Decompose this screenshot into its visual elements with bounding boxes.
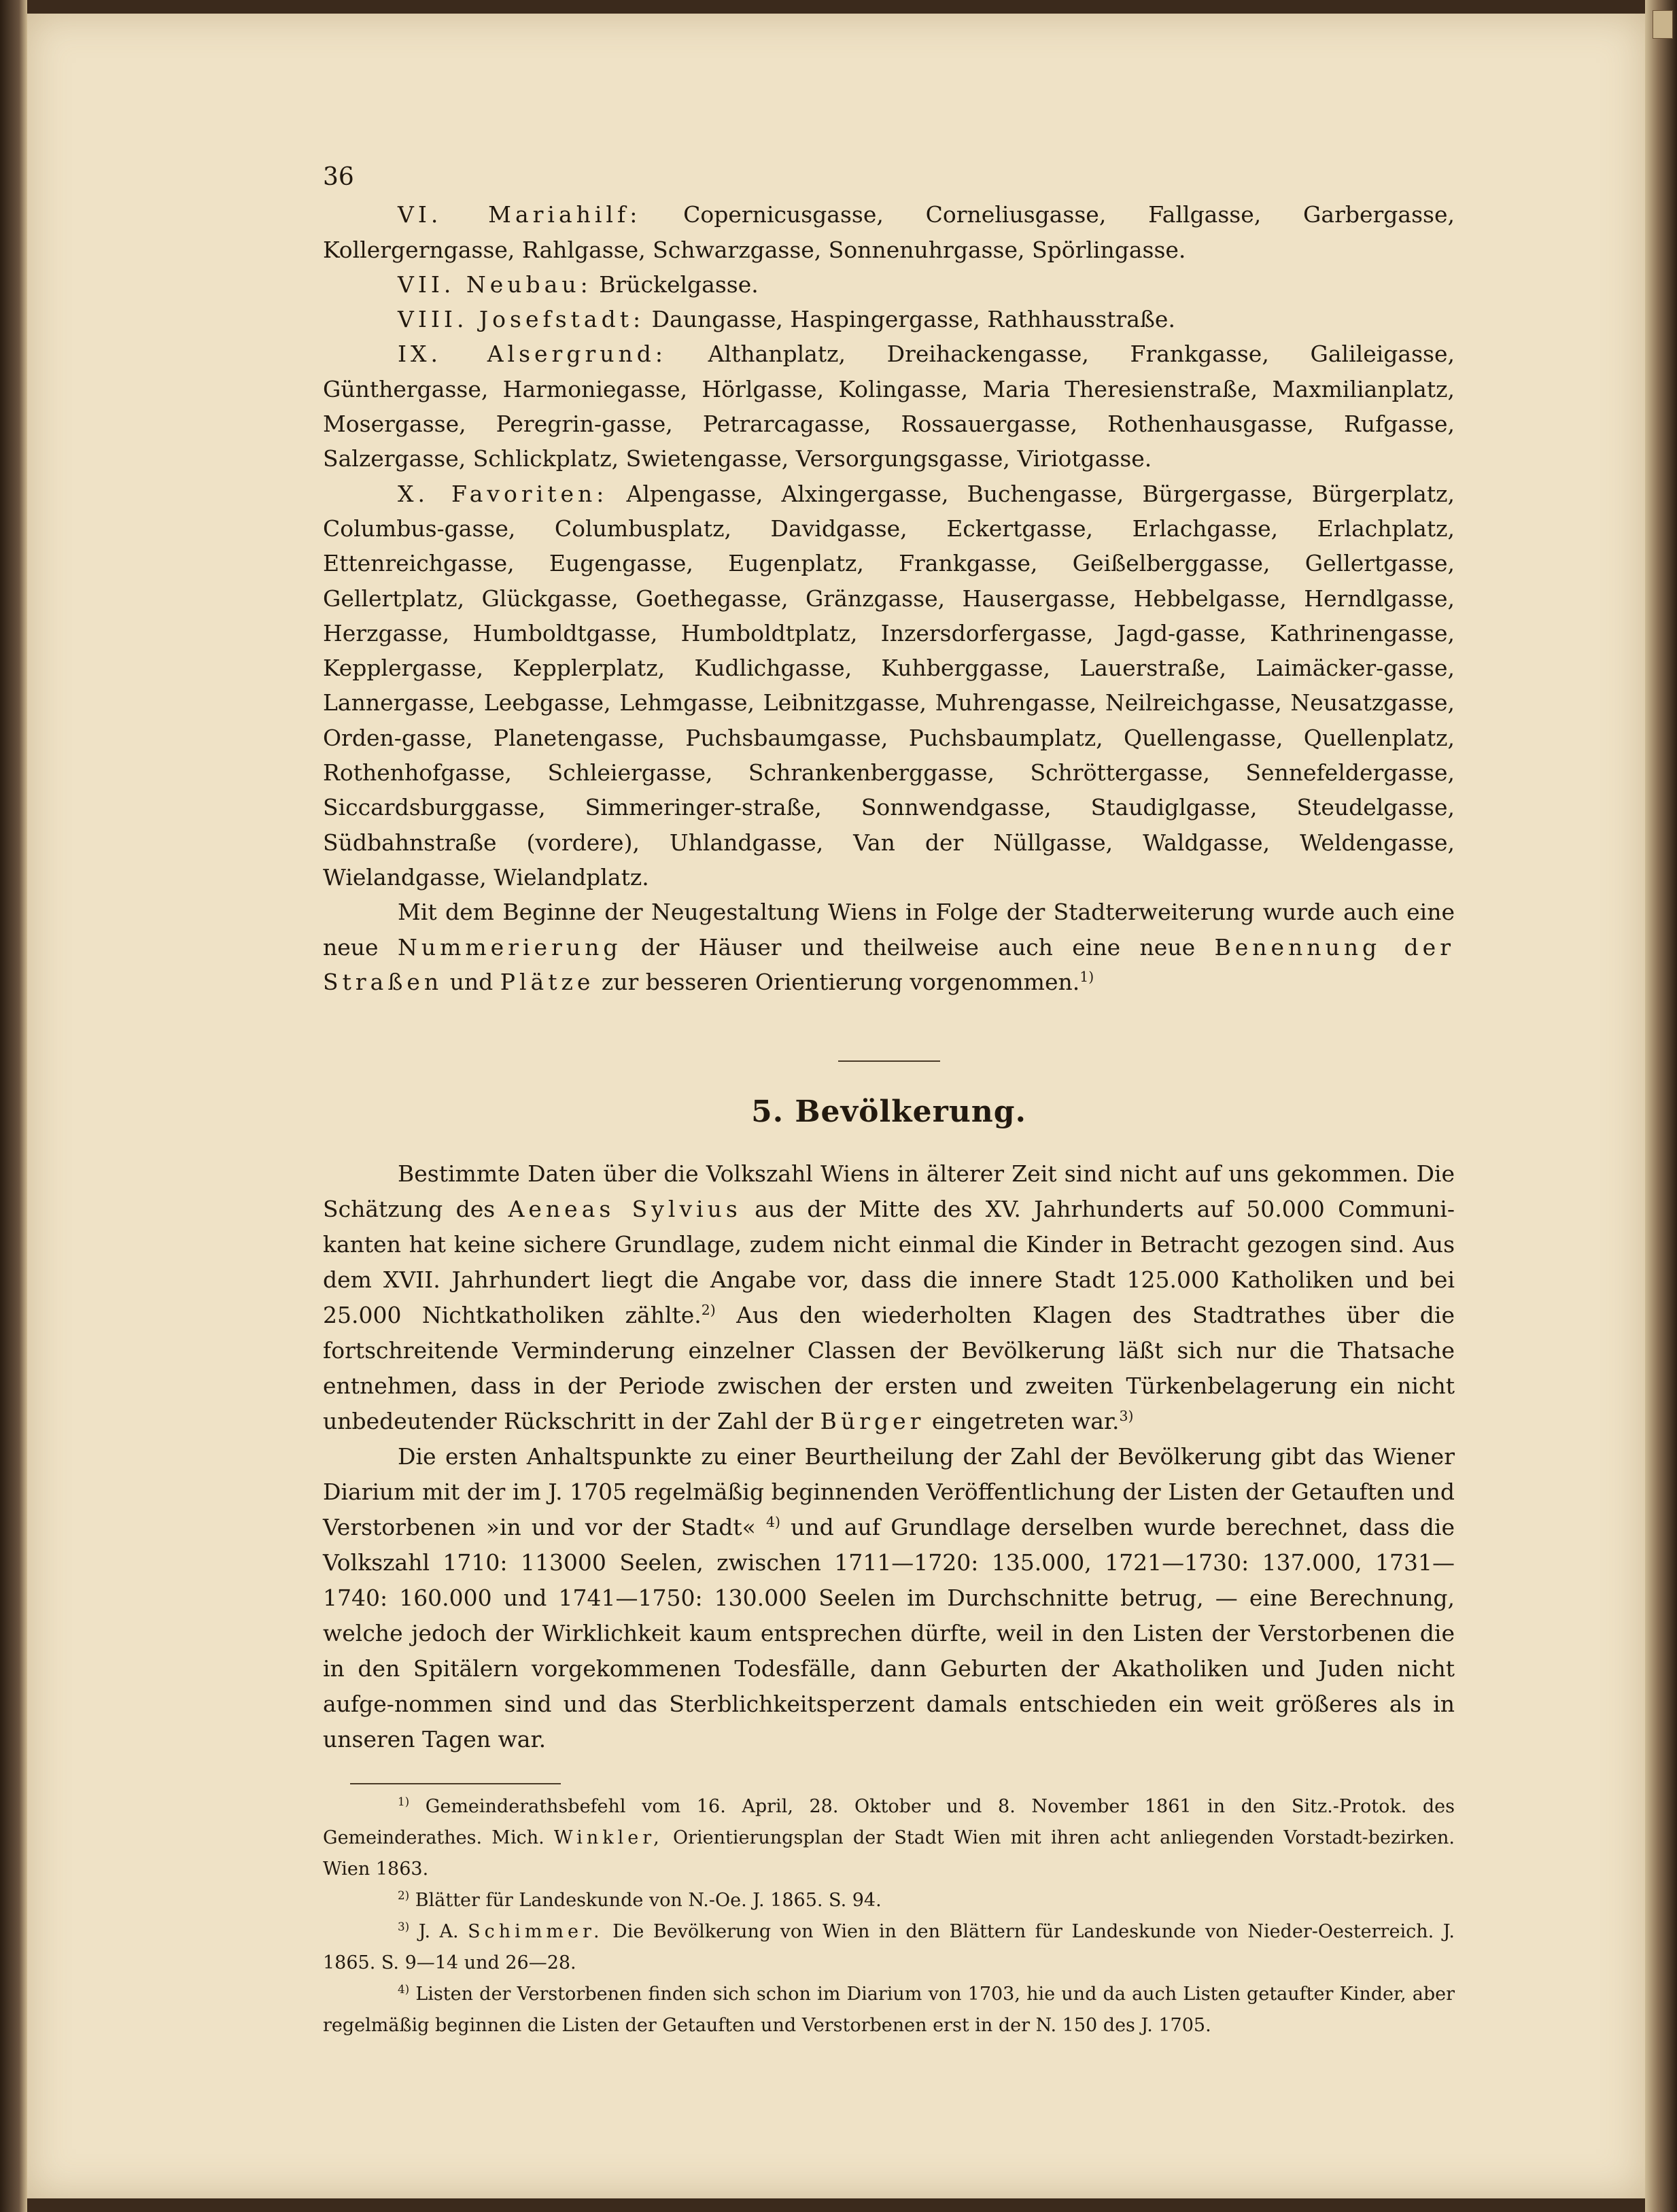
footnote: [323, 1916, 1455, 1979]
corner-tab: [1653, 10, 1673, 39]
district-entry: [323, 267, 1455, 302]
spaced-text: Plätze: [500, 968, 595, 995]
footnote-mark: 2): [398, 1888, 410, 1903]
spaced-text: Benennung der Straßen: [323, 933, 1455, 995]
footnote-ref: 3): [1119, 1408, 1134, 1425]
text-run: Bestimmte Daten über die Volkszahl Wiens in älterer Zeit sind nicht auf uns gekommen. Die Schätzung des: [323, 1160, 1455, 1223]
district-label: VI. Mariahilf:: [398, 201, 642, 228]
district-label: IX. Alsergrund:: [398, 341, 667, 368]
district-label: X. Favoriten:: [398, 480, 608, 507]
text-run: und auf Grundlage derselben wurde berechnet, dass die Volkszahl 1710: 113000 Seelen, zwischen 1711—1720: 135.000, 1721—1730: 137.000, 1731—1740: 160.000 und 1741—1750: 130.000 Seelen im Durchschnitte betrug, — eine Berechnung, welche jedoch der Wirklichkeit kaum entsprechen dürfte, weil in den Listen der Verstorbenen die in den Spitälern vorgekommenen Todesfälle, dann Geburten der Akatholiken und Juden nicht aufge-nommen sind und das Sterblichkeitsperzent damals entschieden ein weit größeres als in unseren Tagen war.: [323, 1514, 1455, 1753]
closing-paragraph: [323, 895, 1455, 999]
text-run: Aus den wiederholten Klagen des Stadtrathes über die fortschreitende Verminderung einzelner Classen der Bevölkerung läßt sich nur die Thatsache entnehmen, dass in der Periode zwischen der ersten und zweiten Türkenbelagerung ein nicht unbedeutender Rückschritt in der Zahl der: [323, 1302, 1455, 1435]
text-run: J. A.: [418, 1921, 459, 1943]
footnote-ref: 4): [766, 1514, 780, 1531]
district-entry: [323, 477, 1455, 895]
page-number: 36: [323, 163, 354, 191]
page-edge: [1645, 0, 1677, 2212]
book-spine: [0, 0, 27, 2212]
body-paragraph: [323, 1156, 1455, 1439]
spaced-text: Nummerierung: [397, 933, 622, 961]
body-paragraph: [323, 1439, 1455, 1757]
footnote-ref: 1): [1079, 968, 1094, 985]
text-run: und: [449, 968, 494, 995]
district-streets: Daungasse, Haspingergasse, Rathhausstraße.: [651, 306, 1175, 333]
district-streets: Copernicusgasse, Corneliusgasse, Fallgasse, Garbergasse, Kollergerngasse, Rahlgasse, Schwarzgasse, Sonnenuhrgasse, Spörlingasse.: [323, 201, 1455, 263]
text-run: Die ersten Anhaltspunkte zu einer Beurtheilung der Zahl der Bevölkerung gibt das Wiener Diarium mit der im J. 1705 regelmäßig beginnenden Veröffentlichung der Listen der Getauften und Verstorbenen »in und vor der Stadt«: [323, 1443, 1455, 1541]
text-run: Orientierungsplan der Stadt Wien mit ihren acht anliegenden Vorstadt-bezirken. Wien 1863.: [323, 1827, 1455, 1880]
section-body: [323, 1156, 1455, 1757]
text-run: Gemeinderathsbefehl vom 16. April, 28. Oktober und 8. November 1861 in den Sitz.-Protok. des Gemeinderathes. Mich.: [323, 1796, 1455, 1849]
district-label: VIII. Josefstadt:: [398, 306, 645, 333]
district-entry: [323, 197, 1455, 267]
text-run: Die Bevölkerung von Wien in den Blättern für Landeskunde von Nieder-Oesterreich. J. 1865. S. 9—14 und 26—28.: [323, 1921, 1455, 1974]
text-run: aus der Mitte des XV. Jahrhunderts auf 50.000 Communi-kanten hat keine sichere Grundlage, zudem nicht einmal die Kinder in Betracht gezogen sind. Aus dem XVII. Jahrhundert liegt die Angabe vor, dass die innere Stadt 125.000 Katholiken und bei 25.000 Nichtkatholiken zählte.: [323, 1196, 1455, 1329]
text-run: Listen der Verstorbenen finden sich schon im Diarium von 1703, hie und da auch Listen getaufter Kinder, aber regelmäßig beginnen die Listen der Getauften und Verstorbenen erst in der N. 150 des J. 1705.: [323, 1984, 1455, 2037]
text-run: eingetreten war.: [931, 1408, 1120, 1435]
text-run: Blätter für Landeskunde von N.-Oe. J. 1865. S. 94.: [415, 1890, 882, 1912]
district-label: VII. Neubau:: [398, 271, 592, 298]
footnote-mark: 3): [398, 1920, 410, 1934]
spaced-text: Bürger: [820, 1408, 925, 1435]
district-entry: [323, 302, 1455, 336]
section-heading: 5. Bevölkerung.: [751, 1094, 1026, 1130]
book-page: [27, 14, 1645, 2198]
footnote-mark: 4): [398, 1982, 410, 1997]
footnote-divider: [350, 1783, 561, 1784]
text-run: zur besseren Orientierung vorgenommen.: [601, 968, 1080, 995]
page-content: [323, 160, 1455, 2041]
footnote: [323, 1885, 1455, 1916]
footnotes: [323, 1791, 1455, 2041]
text-run: Mit dem Beginne der Neugestaltung Wiens in Folge der Stadterweiterung wurde auch eine neue: [323, 899, 1455, 961]
district-streets: Althanplatz, Dreihackengasse, Frankgasse, Galileigasse, Günthergasse, Harmoniegasse, Hörlgasse, Kolingasse, Maria Theresienstraße, Maxmilianplatz, Mosergasse, Peregrin-gasse, Petrarcagasse, Rossauergasse, Rothenhausgasse, Rufgasse, Salzergasse, Schlickplatz, Swietengasse, Versorgungsgasse, Viriotgasse.: [323, 341, 1455, 472]
footnote: [323, 1791, 1455, 1885]
spaced-text: Schimmer.: [468, 1921, 604, 1943]
district-streets: Brückelgasse.: [599, 271, 759, 298]
footnote-ref: 2): [701, 1302, 716, 1319]
footnote-mark: 1): [398, 1795, 410, 1809]
footnote: [323, 1979, 1455, 2041]
district-streets: Alpengasse, Alxingergasse, Buchengasse, Bürgergasse, Bürgerplatz, Columbus-gasse, Columbusplatz, Davidgasse, Eckertgasse, Erlachgasse, Erlachplatz, Ettenreichgasse, Eugengasse, Eugenplatz, Frankgasse, Geißelberggasse, Gellertgasse, Gellertplatz, Glückgasse, Goethegasse, Gränzgasse, Hausergasse, Hebbelgasse, Herndlgasse, Herzgasse, Humboldtgasse, Humboldtplatz, Inzersdorfergasse, Jagd-gasse, Kathrinengasse, Kepplergasse, Kepplerplatz, Kudlichgasse, Kuhberggasse, Lauerstraße, Laimäcker-gasse, Lannergasse, Leebgasse, Lehmgasse, Leibnitzgasse, Muhrengasse, Neilreichgasse, Neusatzgasse, Orden-gasse, Planetengasse, Puchsbaumgasse, Puchsbaumplatz, Quellengasse, Quellenplatz, Rothenhofgasse, Schleiergasse, Schrankenberggasse, Schröttergasse, Sennefeldergasse, Siccardsburggasse, Simmeringer-straße, Sonnwendgasse, Staudiglgasse, Steudelgasse, Südbahnstraße (vordere), Uhlandgasse, Van der Nüllgasse, Waldgasse, Weldengasse, Wielandgasse, Wielandplatz.: [323, 480, 1455, 891]
spaced-text: Winkler,: [553, 1827, 663, 1849]
spaced-text: Aeneas Sylvius: [508, 1196, 742, 1223]
text-run: der Häuser und theilweise auch eine neue: [640, 933, 1196, 961]
section-divider: [838, 1060, 940, 1062]
district-entry: [323, 336, 1455, 476]
